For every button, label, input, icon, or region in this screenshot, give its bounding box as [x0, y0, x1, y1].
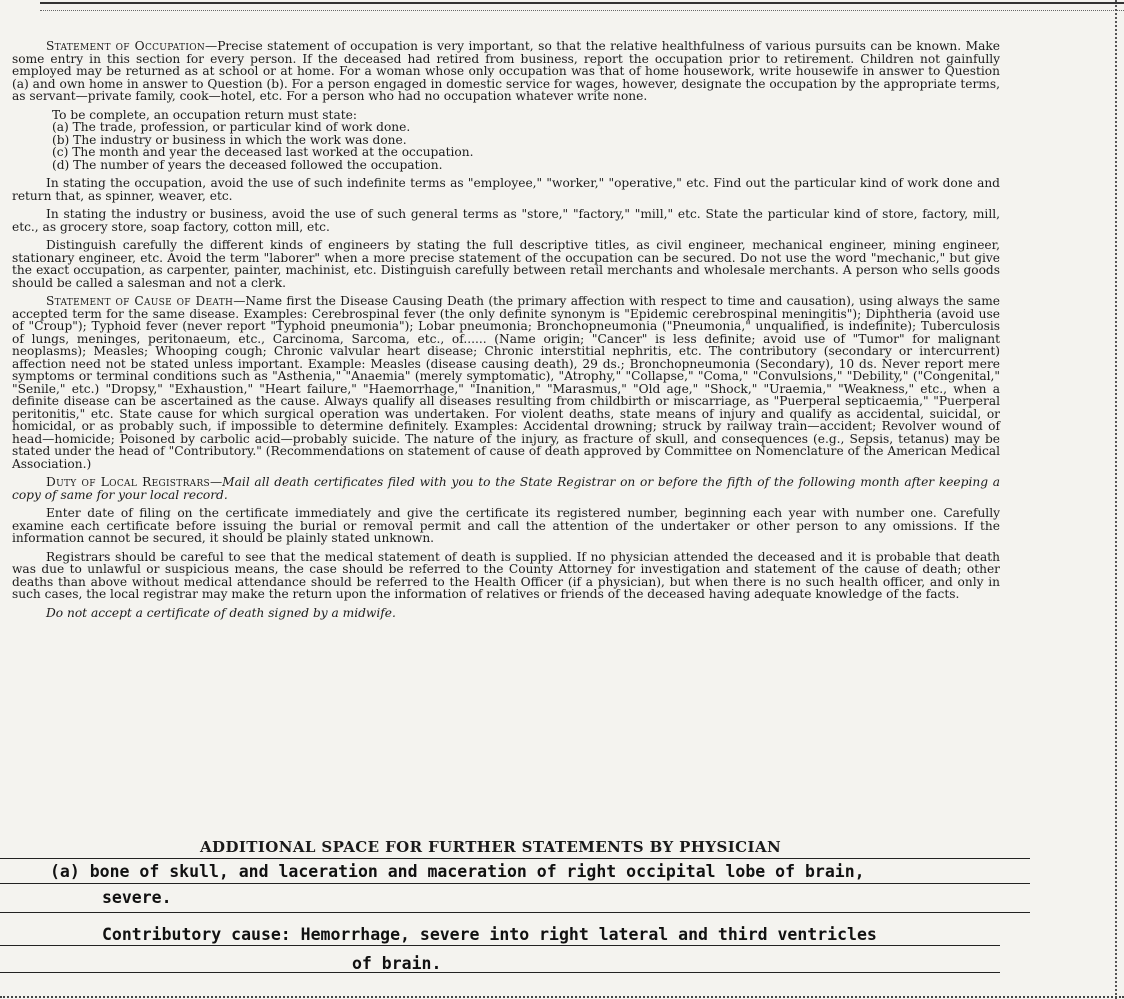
rule-1: [0, 858, 1030, 859]
right-edge: [1115, 0, 1122, 999]
rule-2: [0, 883, 1030, 884]
requirement-d: (d) The number of years the deceased followed the occupation.: [52, 157, 443, 172]
occupation-requirements: [12, 109, 1000, 172]
requirement-c: (c) The month and year the deceased last worked at the occupation.: [52, 145, 474, 159]
requirement-b: (b) The industry or business in which the work was done.: [52, 132, 407, 147]
rule-3: [0, 912, 1030, 913]
bottom-border: [0, 991, 1124, 998]
rule-5: [0, 972, 1000, 973]
midwife-note: Do not accept a certificate of death signed by a midwife.: [46, 605, 396, 620]
filing-paragraph: Enter date of filing on the certificate immediately and give the certificate its registered number, beginning each year with number one. Carefully examine each certificate before issuing the burial or removal permit and call the attention of the undertaker or other person to any omissions. If the information cannot be secured, it should be plainly stated unknown.: [12, 506, 1000, 545]
requirements-intro: To be complete, an occupation return must state:: [52, 107, 357, 122]
occupation-paragraph: Statement of Occupation—Precise statement of occupation is very important, so that the relative healthfulness of various pursuits can be known. Make some entry in this section for every person. If the deceased had retired from business, report the occupation prior to retirement. Children not gainfully employed may be returned as at school or at home. For a woman whose only occupation was that of home housework, write housewife in answer to Question (a) and own home in answer to Question (b). For a person engaged in domestic service for wages, however, designate the occupation by the appropriate terms, as servant—private family, cook—hotel, etc. For a person who had no occupation whatever write none.: [12, 39, 1000, 103]
typed-line-3: Contributory cause: Hemorrhage, severe into right lateral and third ventricles: [102, 925, 877, 944]
typed-line-1: (a) bone of skull, and laceration and maceration of right occipital lobe of brain,: [50, 862, 865, 881]
requirement-a: (a) The trade, profession, or particular kind of work done.: [52, 120, 411, 134]
instructions-body: [12, 40, 1000, 625]
industry-paragraph: In stating the industry or business, avoid the use of such general terms as "store," "factory," "mill," etc. State the particular kind of store, factory, mill, etc., as grocery store, soap factory, cotton mill, etc.: [12, 207, 1000, 234]
indefinite-terms-paragraph: In stating the occupation, avoid the use of such indefinite terms as "employee," "worker," "operative," etc. Find out the particular kind of work done and return that, as spinner, weaver, etc.: [12, 176, 1000, 203]
cause-heading: Statement of Cause of Death: [46, 294, 234, 308]
cause-of-death-paragraph: Statement of Cause of Death—Name first the Disease Causing Death (the primary affection with respect to time and causation), using always the same accepted term for the same disease. Examples: Cerebrospinal fever (the only definite synonym is "Epidemic cerebrospinal meningitis"); Diphtheria (avoid use of "Croup"); Typhoid fever (never report "Typhoid pneumonia"); Lobar pneumonia; Bronchopneumonia ("Pneumonia," unqualified, is indefinite); Tuberculosis of lungs, meninges, peritonaeum, etc., Carcinoma, Sarcoma, etc., of...... (Name origin; "Cancer" is less definite; avoid use of "Tumor" for malignant neoplasms); Measles; Whooping cough; Chronic valvular heart disease; Chronic interstitial nephritis, etc. The contributory (secondary or intercurrent) affection need not be stated unless important. Example: Measles (disease causing death), 29 ds.; Bronchopneumonia (Secondary), 10 ds. Never report mere symptoms or terminal conditions such as "Asthenia," "Anaemia" (merely symptomatic), "Atrophy," "Collapse," "Coma," "Convulsions," "Debility," ("Congenital," "Senile," etc.) "Dropsy," "Exhaustion," "Heart failure," "Haemorrhage," "Inanition," "Marasmus," "Old age," "Shock," "Uraemia," "Weakness," etc., when a definite disease can be ascertained as the cause. Always qualify all diseases resulting from childbirth or miscarriage, as "Puerperal septicaemia," "Puerperal peritonitis," etc. State cause for which surgical operation was undertaken. For violent deaths, state means of injury and qualify as accidental, suicidal, or homicidal, or as probably such, if impossible to determine definitely. Examples: Accidental drowning; struck by railway train—accident; Revolver wound of head—homicide; Poisoned by carbolic acid—probably suicide. The nature of the injury, as fracture of skull, and consequences (e.g., Sepsis, tetanus) may be stated under the head of "Contributory." (Recommendations on statement of cause of death approved by Committee on Nomenclature of the American Medical Association.): [12, 294, 1000, 471]
registrars-paragraph: Duty of Local Registrars—Mail all death certificates filed with you to the State Registrar on or before the fifth of the following month after keeping a copy of same for your local record.: [12, 475, 1000, 502]
engineers-paragraph: Distinguish carefully the different kinds of engineers by stating the full descriptive titles, as civil engineer, mechanical engineer, mining engineer, stationary engineer, etc. Avoid the term "laborer" when a more precise statement of the occupation can be secured. Do not use the word "mechanic," but give the exact occupation, as carpenter, painter, machinist, etc. Distinguish carefully between retail merchants and wholesale merchants. A person who sells goods should be called a salesman and not a clerk.: [12, 238, 1000, 290]
typed-line-4: of brain.: [352, 954, 442, 973]
occupation-heading: Statement of Occupation: [46, 39, 206, 53]
additional-space-heading: ADDITIONAL SPACE FOR FURTHER STATEMENTS BY PHYSICIAN: [200, 838, 782, 856]
top-border: [40, 2, 1124, 11]
typed-line-2: severe.: [102, 888, 172, 907]
registrars-heading: Duty of Local Registrars: [46, 475, 210, 489]
rule-4: [0, 945, 1000, 946]
medical-statement-paragraph: Registrars should be careful to see that the medical statement of death is supplied. If no physician attended the deceased and it is probable that death was due to unlawful or suspicious means, the case should be referred to the County Attorney for investigation and statement of the cause of death; other deaths than above without medical attendance should be referred to the Health Officer (if a physician), but when there is no such health officer, and only in such cases, the local registrar may make the return upon the information of relatives or friends of the deceased having adequate knowledge of the facts.: [12, 549, 1000, 601]
